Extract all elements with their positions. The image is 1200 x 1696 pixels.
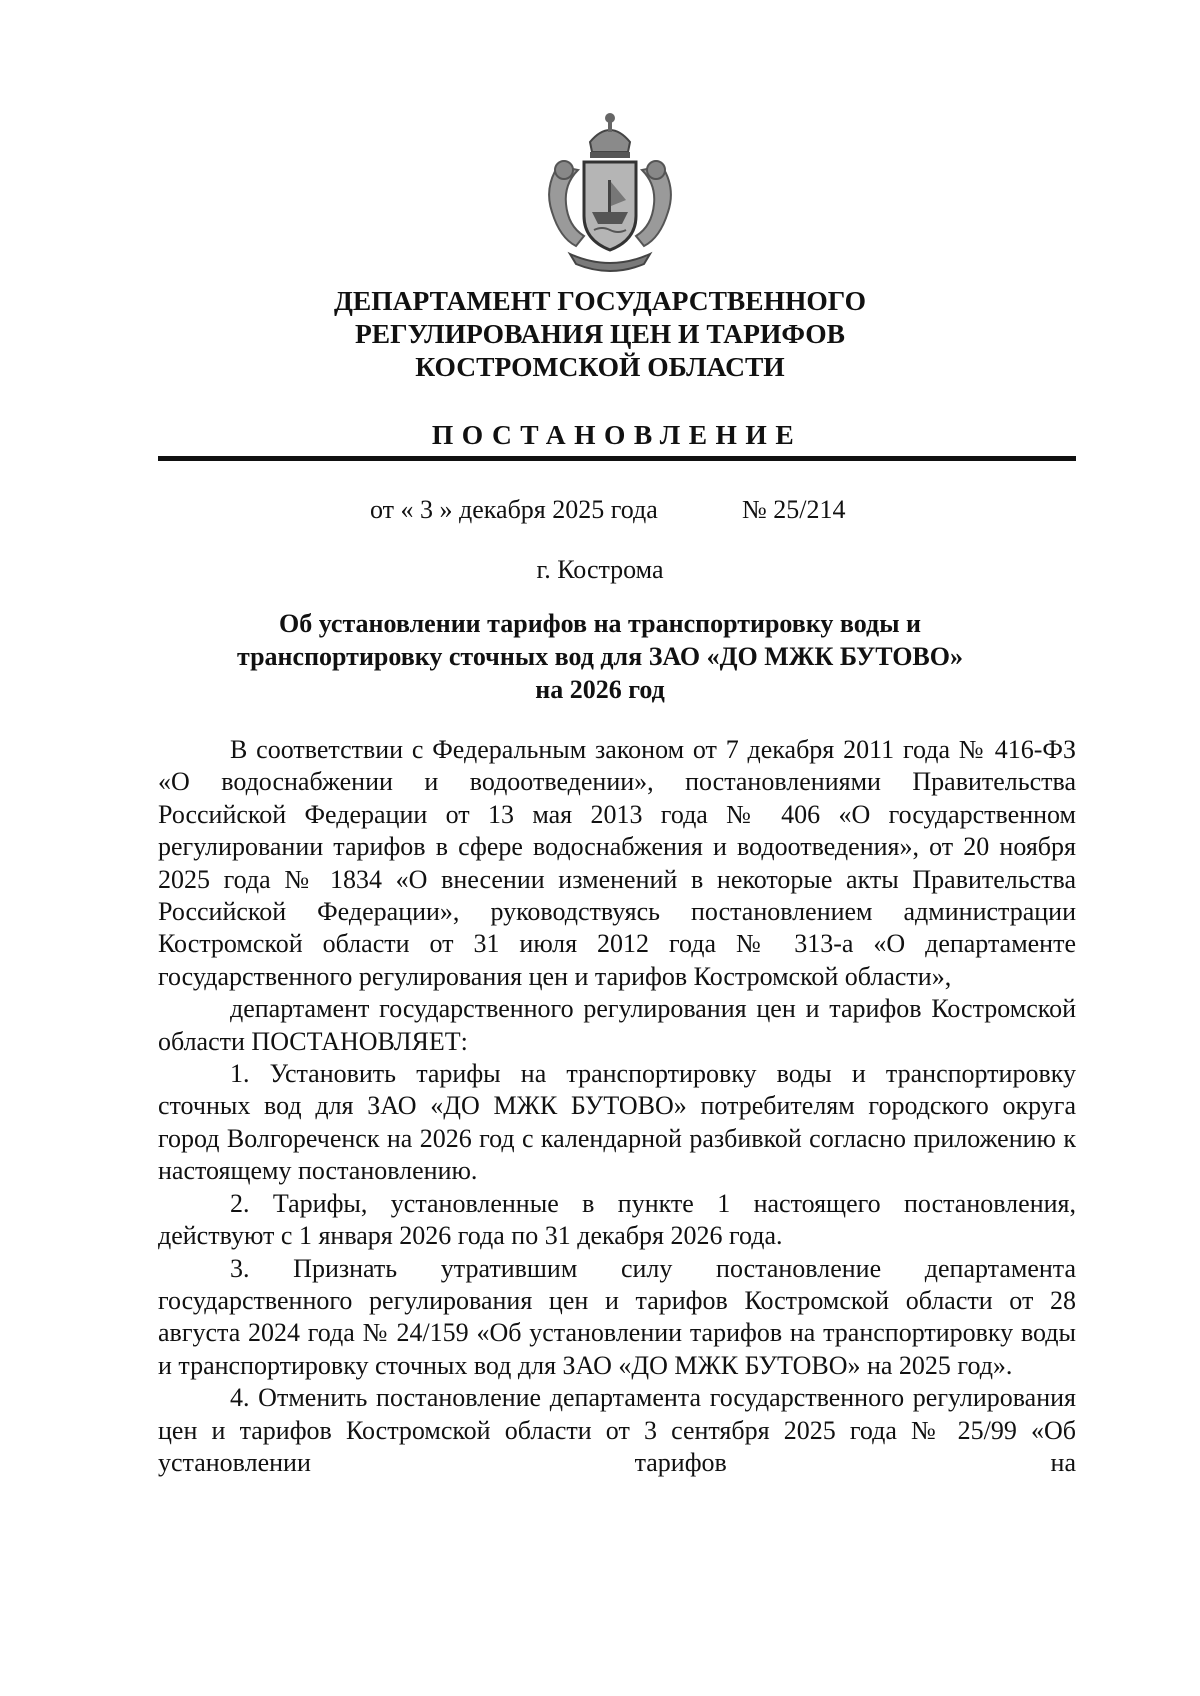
document-body [158,734,1076,1479]
coat-of-arms-emblem [540,108,680,276]
subject-line: Об установлении тарифов на транспортировку воды и [279,609,921,638]
document-date: от « 3 » декабря 2025 года [370,495,658,524]
department-name-line: РЕГУЛИРОВАНИЯ ЦЕН И ТАРИФОВ [354,318,846,349]
document-city: г. Кострома [536,555,664,584]
subject-line: на 2026 год [535,675,665,704]
document-type-title: ПОСТАНОВЛЕНИЕ [431,419,803,450]
department-name [0,284,1200,383]
document-subject [0,607,1200,706]
body-paragraph: 3. Признать утратившим силу постановление департамента государственного регулирования цен и тарифов Костромской области от 28 августа 2024 года № 24/159 «Об установлении тарифов на транспортировку воды и транспортировку сточных вод для ЗАО «ДО МЖК БУТОВО» на 2025 год». [158,1253,1076,1380]
document-number: № 25/214 [742,495,846,524]
body-paragraph: департамент государственного регулирования цен и тарифов Костромской области ПОСТАНОВЛЯЕТ: [158,994,1076,1056]
date-number-line [0,492,1200,528]
body-paragraph: 2. Тарифы, установленные в пункте 1 настоящего постановления, действуют с 1 января 2026 года по 31 декабря 2026 года. [158,1188,1076,1251]
body-paragraph: В соответствии с Федеральным законом от 7 декабря 2011 года № 416-ФЗ «О водоснабжении и водоотведении», постановлениями Правительства Российской Федерации от 13 мая 2013 года № 406 «О государственном регулировании тарифов в сфере водоснабжения и водоотведения», от 20 ноября 2025 года № 1834 «О внесении изменений в некоторые акты Правительства Российской Федерации», руководствуясь постановлением администрации Костромской области от 31 июля 2012 года № 313-а «О департаменте государственного регулирования цен и тарифов Костромской области», [158,735,1076,991]
department-name-line: ДЕПАРТАМЕНТ ГОСУДАРСТВЕННОГО [334,285,866,316]
subject-line: транспортировку сточных вод для ЗАО «ДО МЖК БУТОВО» [237,642,963,671]
department-name-line: КОСТРОМСКОЙ ОБЛАСТИ [415,351,785,382]
body-paragraph: 4. Отменить постановление департамента государственного регулирования цен и тарифов Костромской области от 3 сентября 2025 года № 25/99 «Об установлении тарифов на [158,1383,1076,1477]
header-divider [158,456,1076,461]
body-paragraph: 1. Установить тарифы на транспортировку воды и транспортировку сточных вод для ЗАО «ДО МЖК БУТОВО» потребителям городского округа город Волгореченск на 2026 год с календарной разбивкой согласно приложению к настоящему постановлению. [158,1059,1076,1186]
